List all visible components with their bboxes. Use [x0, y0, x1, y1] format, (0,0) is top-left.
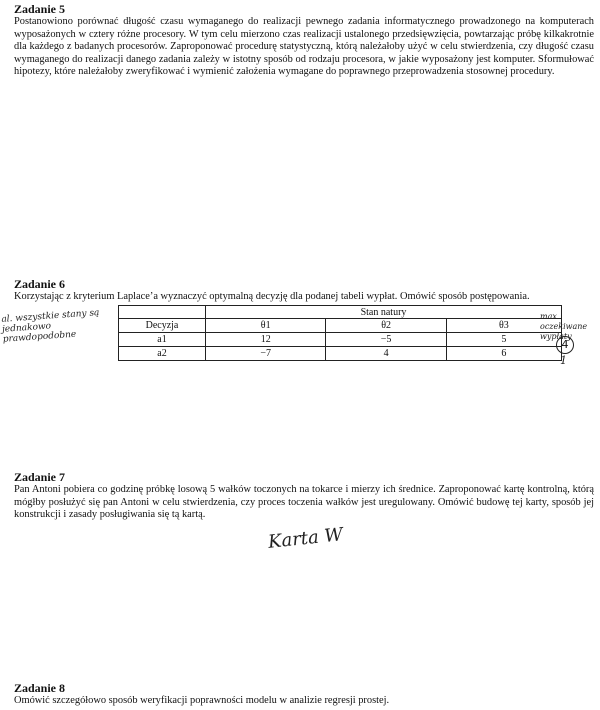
handwritten-note-right: max oczekiwane wypłaty	[540, 312, 588, 341]
table-row	[119, 347, 562, 361]
handwritten-note-left: al. wszystkie stany są jednakowo prawdopodobne	[1, 308, 100, 345]
task-8	[14, 681, 594, 708]
task-6	[14, 277, 594, 304]
task-5-text: Postanowiono porównać długość czasu wymaganego do realizacji pewnego zadania informatycznego prowadzonego na komputerach wyposażonych w cztery różne procesory. W tym celu mierzono czas realizacji ustalonego przedsięwzięcia, powtarzając próbę kilkakrotnie dla każdego z badanych procesorów. Zaproponować procedurę statystyczną, którą należałoby użyć w celu stwierdzenia, czy długość czasu wymaganego do realizacji danego zadania zależy w istotny sposób od rodzaju procesora, w jakie wyposażony jest komputer. Sformułować hipotezy, które należałoby zweryfikować i wymienić założenia wymagane do poprawnego przeprowadzenia stosownej procedury.	[14, 16, 594, 78]
circled-score: 4	[556, 336, 574, 354]
decision-header: Decyzja	[119, 319, 206, 333]
table-empty-corner	[119, 306, 206, 319]
task-5-title: Zadanie 5	[14, 2, 66, 16]
state-theta2: θ2	[326, 319, 446, 333]
decision-a2: a2	[119, 347, 206, 361]
payoff-a1-theta3: 5	[446, 333, 561, 347]
payoff-table	[118, 305, 562, 361]
states-of-nature-header: Stan natury	[206, 306, 562, 319]
task-7-text: Pan Antoni pobiera co godzinę próbkę losową 5 wałków toczonych na tokarce i mierzy ich średnice. Zaproponować kartę kontrolną, którą mógłby posłużyć się pan Antoni w celu stwierdzenia, czy proces toczenia wałków jest uregulowany. Omówić budowę tej karty, sposób jej konstrukcji i zasady posługiwania się tą kartą.	[14, 484, 594, 521]
task-7-title: Zadanie 7	[14, 470, 66, 484]
task-5	[14, 2, 594, 79]
handwritten-note-task7: Karta W	[267, 524, 344, 553]
task-8-text: Omówić szczegółowo sposób weryfikacji poprawności modelu w analizie regresji prostej.	[14, 695, 390, 706]
table-row	[119, 333, 562, 347]
task-6-text: Korzystając z kryterium Laplace’a wyznaczyć optymalną decyzję dla podanej tabeli wypłat. Omówić sposób postępowania.	[14, 291, 530, 302]
payoff-a1-theta2: −5	[326, 333, 446, 347]
score-below: 1	[560, 354, 567, 367]
payoff-a2-theta3: 6	[446, 347, 561, 361]
task-7	[14, 470, 594, 522]
state-theta3: θ3	[446, 319, 561, 333]
payoff-a2-theta2: 4	[326, 347, 446, 361]
state-theta1: θ1	[206, 319, 326, 333]
task-8-title: Zadanie 8	[14, 681, 66, 695]
payoff-a2-theta1: −7	[206, 347, 326, 361]
task-6-title: Zadanie 6	[14, 277, 66, 291]
decision-a1: a1	[119, 333, 206, 347]
payoff-a1-theta1: 12	[206, 333, 326, 347]
